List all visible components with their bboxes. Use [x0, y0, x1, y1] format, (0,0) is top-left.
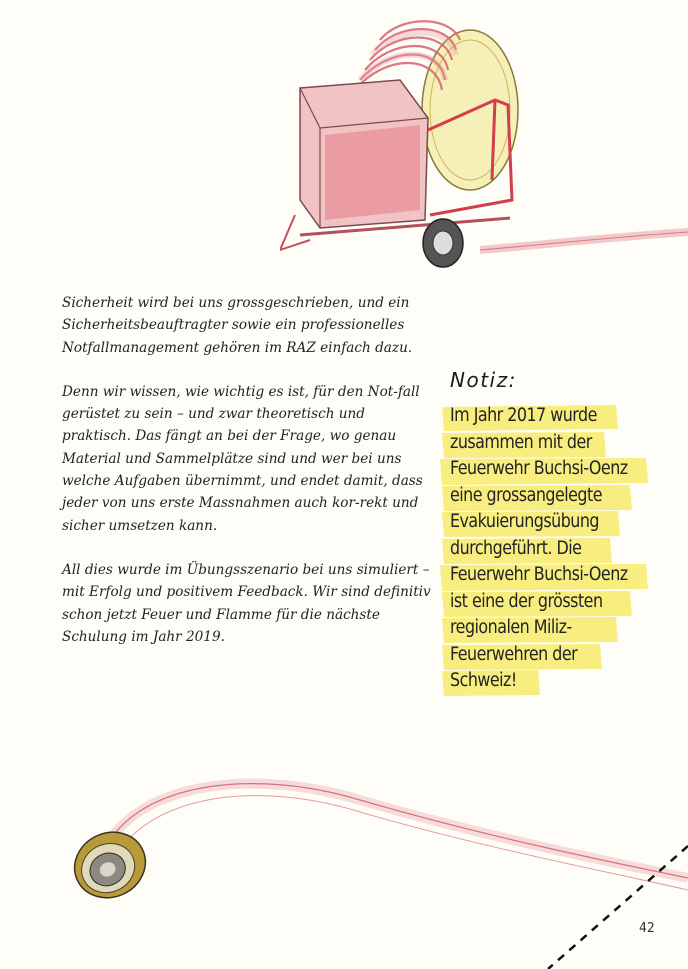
notiz-label: Notiz:	[450, 368, 517, 392]
paragraph-1: Sicherheit wird bei uns grossgeschrieben, und ein Sicherheitsbeauftragter sowie ein professionelles Notfallmanagement gehören im RAZ einfach dazu.	[62, 295, 413, 356]
paragraph-2: Denn wir wissen, wie wichtig es ist, für den Not-fall gerüstet zu sein – und zwar theoretisch und praktisch. Das fängt an bei der Frage, wo genau Material und Sammelplätze sind und wer bei uns welche Aufgaben übernimmt, und endet damit, dass jeder von uns erste Massnahmen auch kor-rekt und sicher umsetzen kann.	[62, 383, 423, 534]
notiz-line: ist eine der grössten	[450, 590, 603, 612]
notiz-line: Evakuierungsübung	[450, 511, 600, 532]
notiz-box	[440, 403, 650, 708]
hose-reel-cart-icon	[280, 0, 688, 285]
body-text	[62, 292, 434, 670]
notiz-line: zusammen mit der	[450, 431, 592, 453]
page-number: 42	[639, 921, 655, 936]
notiz-line: durchgeführt. Die	[450, 537, 582, 559]
notiz-line: eine grossangelegte	[450, 484, 603, 506]
notiz-line: Schweiz!	[450, 670, 517, 691]
notiz-line: Feuerwehren der	[450, 643, 578, 665]
notiz-line: Feuerwehr Buchsi-Oenz	[450, 564, 628, 585]
notiz-line: Im Jahr 2017 wurde	[450, 405, 597, 426]
notiz-line: Feuerwehr Buchsi-Oenz	[450, 458, 628, 479]
notiz-text	[450, 403, 628, 695]
hose-coupling-icon	[0, 770, 688, 969]
notiz-line: regionalen Miliz-	[450, 617, 572, 638]
paragraph-3: All dies wurde im Übungsszenario bei uns simuliert – mit Erfolg und positivem Feedback. Wir sind definitiv schon jetzt Feuer und Flamme für die nächste Schulung im Jahr 2019.	[62, 561, 431, 645]
